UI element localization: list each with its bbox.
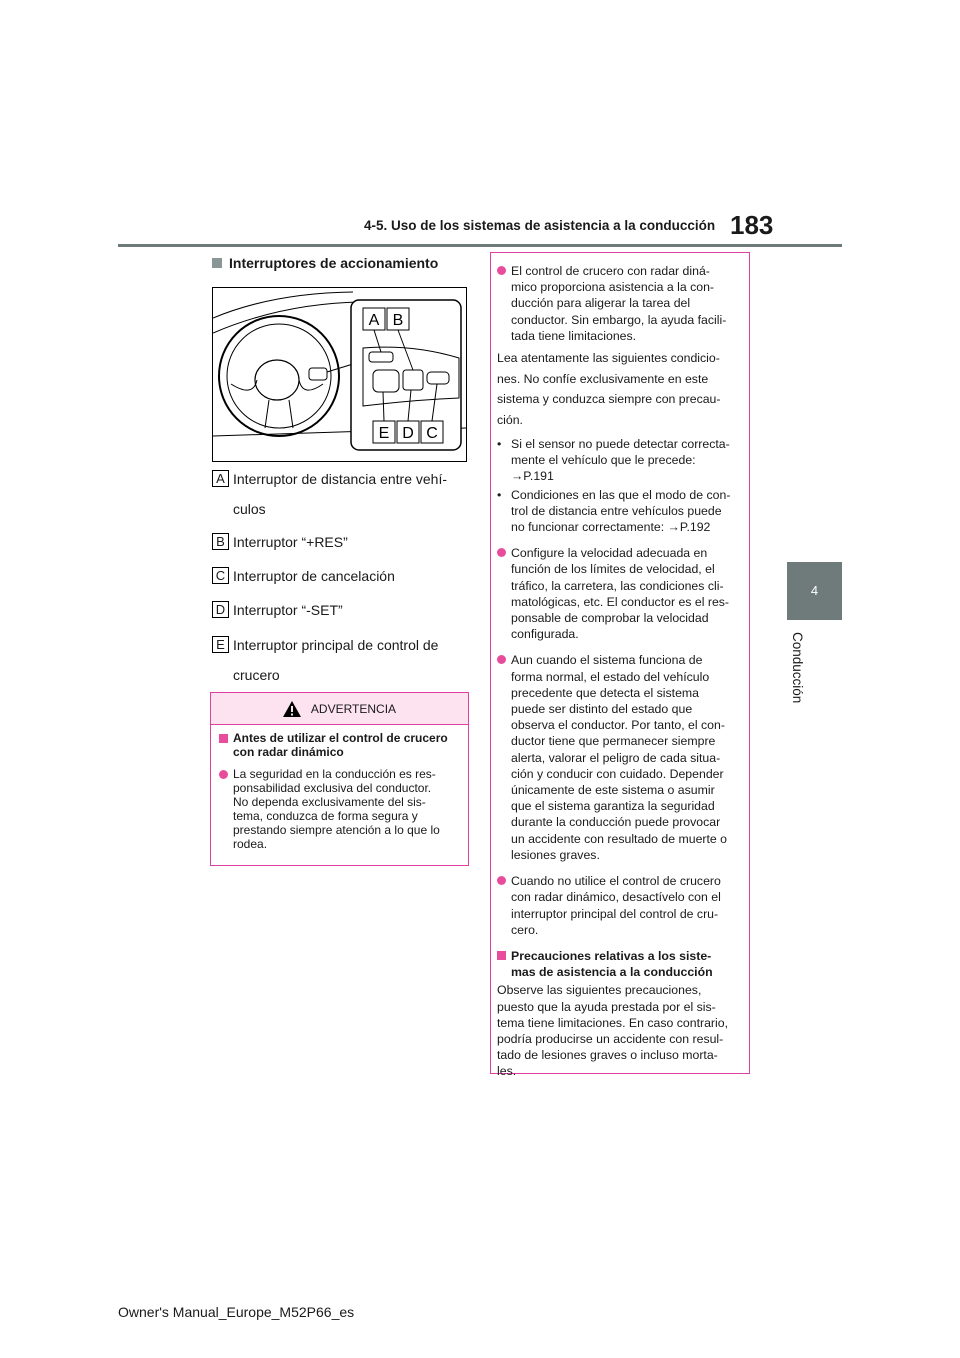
- legend-text: culos: [233, 501, 266, 517]
- note-line: conductor. Sin embargo, la ayuda facili-: [511, 312, 727, 327]
- note-line: que el sistema garantiza la seguridad: [511, 799, 715, 814]
- note-line: configurada.: [511, 627, 579, 642]
- footer-text: Owner's Manual_Europe_M52P66_es: [118, 1304, 355, 1320]
- warning-item: [219, 767, 460, 851]
- precaution-heading-line: mas de asistencia a la conducción: [511, 965, 713, 980]
- pink-bullet-icon: [219, 770, 228, 779]
- callout-c: C: [426, 425, 438, 442]
- note-line: nes. No confíe exclusivamente en este: [497, 371, 709, 386]
- legend-letter-a: A: [212, 470, 229, 487]
- note-line: ción y conducir con cuidado. Depender: [511, 766, 724, 781]
- note-line: Si el sensor no puede detectar correcta-: [511, 437, 730, 452]
- section-title: 4-5. Uso de los sistemas de asistencia a la conducción: [364, 218, 716, 233]
- note-line: puesto que la ayuda prestada por el sis-: [497, 999, 716, 1014]
- notes-box: [490, 252, 750, 1079]
- callout-b: B: [392, 312, 404, 329]
- note-item: [497, 545, 743, 642]
- note-line: les.: [497, 1064, 517, 1079]
- note-line: puede ser distinto del estado que: [511, 702, 693, 717]
- note-line: un accidente con resultado de muerte o: [511, 831, 728, 846]
- note-item: [497, 873, 743, 938]
- warning-box: [210, 692, 469, 866]
- legend-item-a: [212, 470, 465, 524]
- warning-heading: [219, 731, 460, 759]
- note-line: cero.: [511, 922, 539, 937]
- chapter-label: Conducción: [790, 632, 805, 704]
- chapter-tab: 4: [787, 562, 842, 620]
- pink-bullet-icon: [497, 548, 506, 557]
- legend-text: Interruptor de distancia entre vehí-: [233, 471, 448, 487]
- pink-bullet-icon: [497, 655, 506, 664]
- note-line: tema tiene limitaciones. En caso contrario,: [497, 1015, 729, 1030]
- note-sub-bullet: [497, 487, 743, 536]
- legend-letter-b: B: [212, 533, 229, 550]
- bullet-mark: •: [497, 487, 502, 502]
- page-reference[interactable]: →P.191: [511, 469, 554, 484]
- steering-wheel-figure: [212, 287, 467, 462]
- note-line: Cuando no utilice el control de crucero: [511, 874, 721, 889]
- note-sub-bullet: [497, 436, 743, 485]
- pink-bullet-icon: [497, 266, 506, 275]
- note-line: trol de distancia entre vehículos puede: [511, 503, 722, 518]
- legend-text: Interruptor “-SET”: [233, 602, 343, 618]
- warning-line: La seguridad en la conducción es res-: [233, 767, 436, 781]
- note-line: podría producirse un accidente con resul-: [497, 1031, 724, 1046]
- note-line: forma normal, el estado del vehículo: [511, 669, 710, 684]
- warning-header: [211, 693, 468, 725]
- note-line: durante la conducción puede provocar: [511, 815, 721, 830]
- note-line: mico proporciona asistencia a la con-: [511, 280, 715, 295]
- note-paragraph: [497, 348, 743, 430]
- legend-letter-c: C: [212, 567, 229, 584]
- precaution-heading-line: Precauciones relativas a los siste-: [511, 948, 712, 963]
- note-line: tada tiene limitaciones.: [511, 328, 637, 343]
- note-line: ductor tiene que permanecer siempre: [511, 734, 716, 749]
- callout-a: A: [368, 312, 380, 329]
- warning-heading-line: Antes de utilizar el control de crucero: [233, 731, 448, 745]
- precaution-paragraph: [497, 982, 743, 1079]
- legend-item-d: [212, 601, 465, 625]
- legend-item-e: [212, 636, 465, 690]
- note-line: ducción para aligerar la tarea del: [511, 296, 691, 311]
- note-line: matológicas, etc. El conductor es el res-: [511, 594, 730, 609]
- warning-line: rodea.: [233, 837, 268, 851]
- heading-square-icon: [212, 258, 222, 268]
- page-number: 183: [730, 210, 774, 240]
- note-line: ción.: [497, 412, 523, 427]
- pink-bullet-icon: [497, 876, 506, 885]
- section-heading-text: Interruptores de accionamiento: [229, 255, 439, 271]
- header-rule: [118, 244, 842, 247]
- note-line: mente el vehículo que le precede:: [511, 453, 696, 468]
- note-item: [497, 652, 743, 863]
- legend-text: Interruptor de cancelación: [233, 568, 395, 584]
- pink-square-icon: [219, 734, 228, 743]
- note-line: interruptor principal del control de cru-: [511, 906, 719, 921]
- note-line: Lea atentamente las siguientes condicio-: [497, 351, 720, 366]
- note-line: observa el conductor. Por tanto, el con-: [511, 718, 725, 733]
- legend-text: crucero: [233, 667, 280, 683]
- warning-heading-line: con radar dinámico: [233, 745, 344, 759]
- pink-square-icon: [497, 951, 506, 960]
- note-line: Observe las siguientes precauciones,: [497, 983, 702, 998]
- warning-line: ponsabilidad exclusiva del conductor.: [233, 781, 432, 795]
- note-line: ponsable de comprobar la velocidad: [511, 611, 709, 626]
- note-line: únicamente de este sistema o asumir: [511, 783, 715, 798]
- callout-d: D: [402, 425, 414, 442]
- note-line: lesiones graves.: [511, 847, 600, 862]
- callout-e: E: [378, 425, 390, 442]
- note-line: Configure la velocidad adecuada en: [511, 546, 708, 561]
- note-line: Condiciones en las que el modo de con-: [511, 487, 731, 502]
- page-reference[interactable]: no funcionar correctamente: →P.192: [511, 520, 711, 535]
- note-line: función de los límites de velocidad, el: [511, 562, 715, 577]
- legend-letter-e: E: [212, 636, 229, 653]
- note-line: sistema y conduzca siempre con precau-: [497, 392, 721, 407]
- legend-letter-d: D: [212, 601, 229, 618]
- steering-wheel-illustration: [213, 288, 466, 461]
- warning-title: ADVERTENCIA: [310, 701, 397, 716]
- note-line: tado de lesiones graves o incluso morta-: [497, 1048, 718, 1063]
- warning-line: tema, conduzca de forma segura y: [233, 809, 418, 823]
- legend-text: Interruptor principal de control de: [233, 637, 439, 653]
- section-heading: [212, 255, 438, 271]
- legend-item-c: [212, 567, 465, 591]
- warning-triangle-icon: [283, 701, 301, 717]
- note-line: con radar dinámico, desactívelo con el: [511, 890, 721, 905]
- bullet-mark: •: [497, 437, 502, 452]
- note-line: Aun cuando el sistema funciona de: [511, 653, 703, 668]
- legend-text: Interruptor “+RES”: [233, 534, 348, 550]
- note-line: alerta, valorar el peligro de cada situa-: [511, 750, 721, 765]
- note-line: El control de crucero con radar diná-: [511, 264, 710, 278]
- precaution-heading: [497, 948, 743, 980]
- note-line: precedente que detecta el sistema: [511, 685, 699, 700]
- note-line: tráfico, la carretera, las condiciones cli-: [511, 578, 724, 593]
- warning-line: No dependa exclusivamente del sis-: [233, 795, 426, 809]
- note-item: [497, 263, 743, 344]
- legend-item-b: [212, 533, 465, 557]
- warning-line: prestando siempre atención a lo que lo: [233, 823, 440, 837]
